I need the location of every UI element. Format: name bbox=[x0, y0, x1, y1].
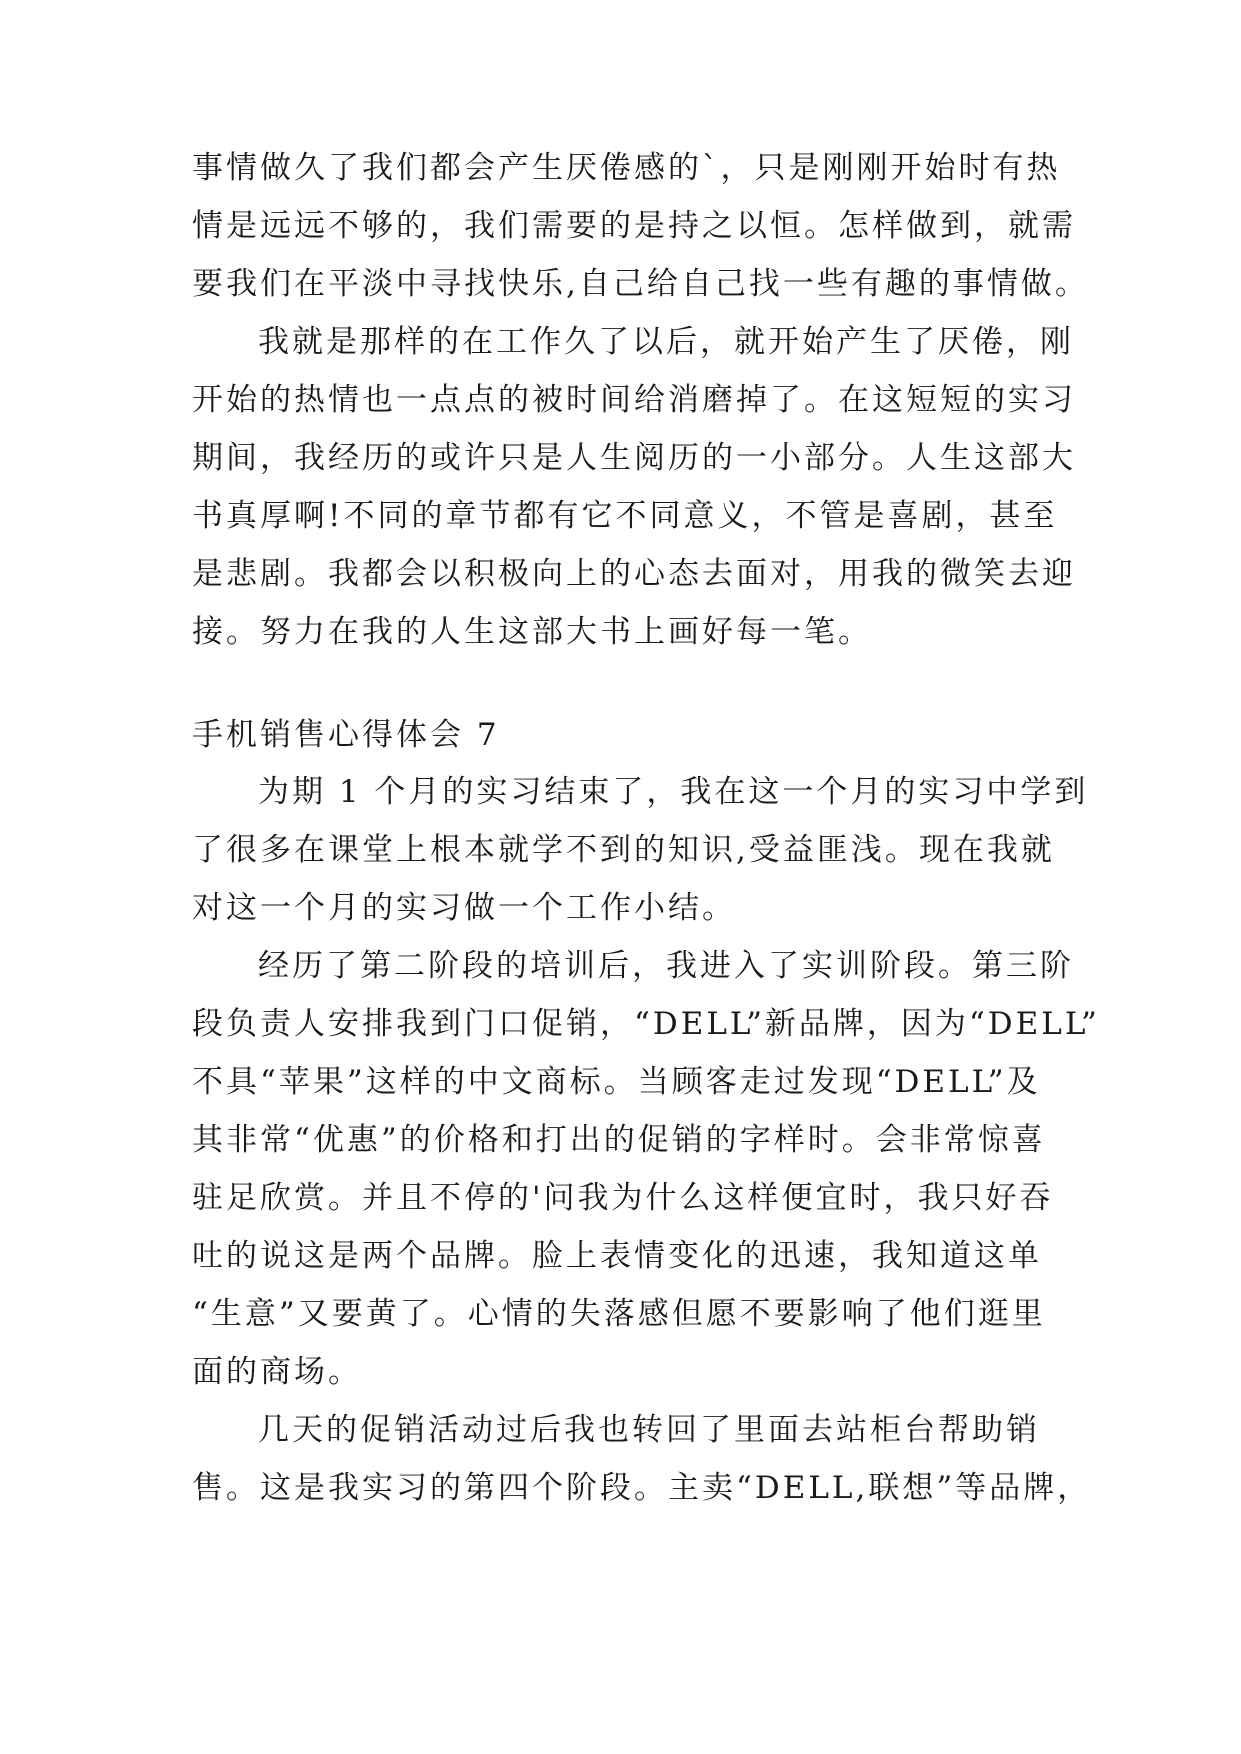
paragraph-line: 为期 1 个月的实习结束了，我在这一个月的实习中学到 bbox=[258, 774, 1089, 810]
paragraph-line: 开始的热情也一点点的被时间给消磨掉了。在这短短的实习 bbox=[192, 382, 1076, 418]
paragraph-line: 我就是那样的在工作久了以后，就开始产生了厌倦，刚 bbox=[258, 324, 1074, 360]
paragraph-line: 经历了第二阶段的培训后，我进入了实训阶段。第三阶 bbox=[258, 948, 1074, 984]
paragraph-line: 要我们在平淡中寻找快乐,自己给自己找一些有趣的事情做。 bbox=[192, 266, 1089, 302]
paragraph-line: 售。这是我实习的第四个阶段。主卖“DELL,联想”等品牌， bbox=[192, 1470, 1092, 1506]
paragraph-line: 书真厚啊!不同的章节都有它不同意义，不管是喜剧，甚至 bbox=[192, 498, 1058, 534]
paragraph-line: 是悲剧。我都会以积极向上的心态去面对，用我的微笑去迎 bbox=[192, 556, 1076, 592]
paragraph-line: 其非常“优惠”的价格和打出的促销的字样时。会非常惊喜 bbox=[192, 1122, 1046, 1158]
paragraph-line: 不具“苹果”这样的中文商标。当顾客走过发现“DELL”及 bbox=[192, 1064, 1041, 1100]
paragraph-line: “生意”又要黄了。心情的失落感但愿不要影响了他们逛里 bbox=[192, 1296, 1046, 1332]
paragraph-line: 几天的促销活动过后我也转回了里面去站柜台帮助销 bbox=[258, 1412, 1040, 1448]
paragraph-line: 了很多在课堂上根本就学不到的知识,受益匪浅。现在我就 bbox=[192, 832, 1055, 868]
paragraph-line: 事情做久了我们都会产生厌倦感的`，只是刚刚开始时有热 bbox=[192, 150, 1061, 186]
paragraph-line: 段负责人安排我到门口促销，“DELL”新品牌，因为“DELL” bbox=[192, 1006, 1100, 1042]
paragraph-line: 期间，我经历的或许只是人生阅历的一小部分。人生这部大 bbox=[192, 440, 1076, 476]
section-title: 手机销售心得体会 7 bbox=[192, 717, 500, 753]
paragraph-line: 情是远远不够的，我们需要的是持之以恒。怎样做到，就需 bbox=[192, 208, 1076, 244]
paragraph-line: 驻足欣赏。并且不停的'问我为什么这样便宜时，我只好吞 bbox=[192, 1180, 1054, 1216]
paragraph-line: 吐的说这是两个品牌。脸上表情变化的迅速，我知道这单 bbox=[192, 1238, 1042, 1274]
paragraph-line: 对这一个月的实习做一个工作小结。 bbox=[192, 890, 736, 926]
paragraph-line: 面的商场。 bbox=[192, 1354, 362, 1390]
paragraph-line: 接。努力在我的人生这部大书上画好每一笔。 bbox=[192, 614, 872, 650]
